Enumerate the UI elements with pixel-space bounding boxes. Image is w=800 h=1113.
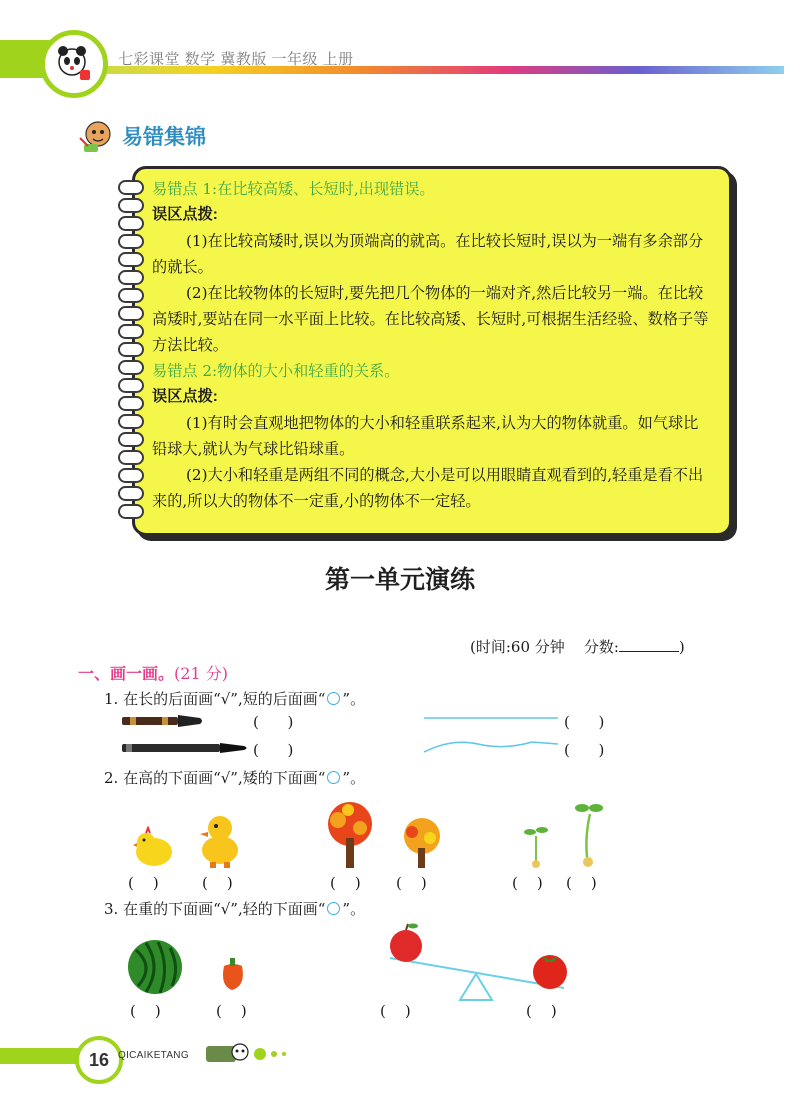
apple-icon	[390, 930, 422, 962]
section-title: 易错集锦	[122, 126, 206, 149]
watermelon-icon	[126, 938, 184, 996]
q2-post: ”。	[342, 769, 366, 787]
tall-tree-icon	[322, 800, 378, 868]
answer-blank[interactable]: ( )	[564, 713, 605, 731]
score-label: 分数:	[583, 638, 619, 656]
point2-label: 误区点拨:	[152, 388, 218, 405]
answer-blank[interactable]: ( )	[330, 874, 361, 892]
q2-pre: 2. 在高的下面画“√”,矮的下面画“	[104, 769, 326, 787]
part1-heading	[78, 661, 228, 684]
q1-pre: 1. 在长的后面画“√”,短的后面画“	[104, 690, 326, 708]
answer-blank[interactable]: ( )	[202, 874, 233, 892]
answer-blank[interactable]: ( )	[253, 741, 294, 759]
q3-text	[104, 898, 365, 919]
part1-score: (21 分)	[174, 664, 228, 683]
q1-post: ”。	[342, 690, 366, 708]
point1-title: 易错点 1:在比较高矮、长短时,出现错误。	[152, 180, 435, 198]
answer-blank[interactable]: ( )	[526, 1002, 557, 1020]
part1-title: 一、画一画。	[78, 666, 175, 683]
point1-label: 误区点拨:	[152, 206, 218, 223]
pepper-icon	[218, 956, 248, 992]
answer-blank[interactable]: ( )	[564, 741, 605, 759]
long-brush-icon	[122, 740, 250, 756]
lines-illustration	[422, 708, 562, 758]
footer-mascot-icon	[204, 1038, 294, 1068]
answer-blank[interactable]: ( )	[566, 874, 597, 892]
chick-icon	[132, 826, 176, 870]
unit-title: 第一单元演练	[324, 566, 475, 594]
short-brush-icon	[122, 712, 204, 730]
point2-para2: (2)大小和轻重是两组不同的概念,大小是可以用眼睛直观看到的,轻重是看不出来的,所以大的物体不一定重,小的物体不一定轻。	[152, 466, 704, 510]
answer-blank[interactable]: ( )	[128, 874, 159, 892]
answer-blank[interactable]: ( )	[396, 874, 427, 892]
footer-accent	[0, 1048, 80, 1064]
point2-title: 易错点 2:物体的大小和轻重的关系。	[152, 362, 400, 380]
page-number: 16	[75, 1036, 123, 1084]
panda-mascot-icon	[50, 40, 98, 88]
point1-para1: (1)在比较高矮时,误以为顶端高的就高。在比较长短时,误以为一端有多余部分的就长。	[152, 232, 704, 276]
notebook-content	[152, 176, 712, 514]
point1-para2: (2)在比较物体的长短时,要先把几个物体的一端对齐,然后比较另一端。在比较高矮时,要站在同一水平面上比较。在比较高矮、长短时,可根据生活经验、数格子等方法比较。	[152, 284, 709, 354]
short-sprout-icon	[524, 822, 548, 868]
answer-blank[interactable]: ( )	[253, 713, 294, 731]
header-title: 七彩课堂 数学 冀教版 一年级 上册	[118, 51, 354, 68]
footer-brand: QICAIKETANG	[118, 1050, 189, 1061]
balance-scale-illustration	[386, 920, 586, 1004]
answer-blank[interactable]: ( )	[512, 874, 543, 892]
time-score-line	[470, 636, 685, 657]
score-close: )	[678, 638, 685, 656]
mascot-icon	[76, 116, 116, 156]
answer-blank[interactable]: ( )	[130, 1002, 161, 1020]
header-mascot-badge	[40, 30, 108, 98]
q3-post: ”。	[342, 900, 366, 918]
answer-blank[interactable]: ( )	[380, 1002, 411, 1020]
circle-icon	[327, 902, 340, 915]
circle-icon	[327, 771, 340, 784]
short-tree-icon	[396, 816, 448, 868]
q1-text	[104, 688, 365, 709]
tall-sprout-icon	[574, 800, 604, 868]
circle-icon	[327, 692, 340, 705]
answer-blank[interactable]: ( )	[216, 1002, 247, 1020]
duck-icon	[198, 812, 240, 870]
q3-pre: 3. 在重的下面画“√”,轻的下面画“	[104, 900, 326, 918]
q2-text	[104, 767, 365, 788]
point2-para1: (1)有时会直观地把物体的大小和轻重联系起来,认为大的物体就重。如气球比铅球大,就认为气球比铅球重。	[152, 414, 699, 458]
score-blank[interactable]	[619, 637, 679, 652]
time-label: (时间:60 分钟	[470, 638, 565, 656]
